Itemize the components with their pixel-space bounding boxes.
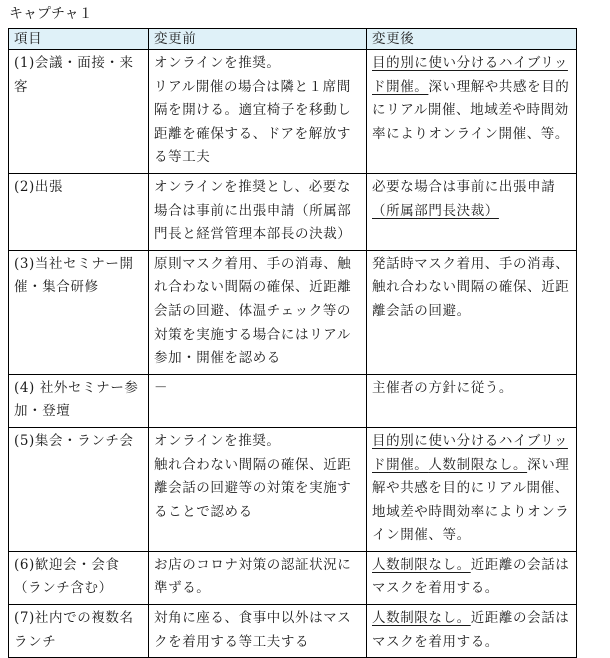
cell-item: (7)社内での複数名ランチ — [9, 605, 149, 658]
cell-before — [149, 551, 367, 604]
before-text: 触れ合わない間隔の確保、近距離会話の回避等の対策を実施することで認める — [154, 456, 352, 520]
cell-after — [367, 551, 577, 604]
after-text-underlined: （所属部門長決裁） — [372, 202, 499, 219]
table-row — [9, 551, 577, 604]
after-text-underlined: 人数制限なし。 — [372, 610, 471, 627]
after-text: 近距離の会話はマスクを着用する。 — [372, 556, 570, 597]
before-text: － — [154, 379, 169, 396]
cell-before — [149, 374, 367, 427]
cell-item: (6)歓迎会・会食（ランチ含む） — [9, 551, 149, 604]
after-text-underlined: 人数制限なし。 — [372, 556, 471, 573]
before-text: お店のコロナ対策の認証状況に準ずる。 — [154, 556, 352, 597]
header-item: 項目 — [9, 29, 149, 50]
table-row — [9, 427, 577, 551]
cell-item: (2)出張 — [9, 173, 149, 250]
cell-before — [149, 605, 367, 658]
header-before: 変更前 — [149, 29, 367, 50]
after-text: 必要な場合は事前に出張申請 — [372, 178, 556, 195]
table-row — [9, 173, 577, 250]
cell-item: (1)会議・面接・来客 — [9, 50, 149, 174]
before-text: リアル開催の場合は隣と１席間隔を開ける。適宜椅子を移動し距離を確保する、ドアを解放する等工夫 — [154, 78, 352, 166]
cell-before — [149, 250, 367, 374]
cell-after — [367, 173, 577, 250]
cell-before — [149, 427, 367, 551]
cell-after — [367, 250, 577, 374]
before-text: オンラインを推奨とし、必要な場合は事前に出張申請（所属部門長と経営管理本部長の決裁） — [154, 178, 352, 243]
table-header-row — [9, 29, 577, 50]
after-text: 主催者の方針に従う。 — [372, 379, 513, 396]
after-text-underlined: 人数制限なし。 — [428, 456, 528, 473]
table-row — [9, 250, 577, 374]
table-row — [9, 605, 577, 658]
after-text: 近距離の会話はマスクを着用する。 — [372, 610, 570, 650]
after-text: 発話時マスク着用、手の消毒、触れ合わない間隔の確保、近距離会話の回避。 — [372, 255, 570, 319]
cell-before — [149, 50, 367, 174]
table-row — [9, 374, 577, 427]
before-text: 対角に座る、食事中以外はマスクを着用する等工夫する — [154, 610, 352, 650]
before-text: オンラインを推奨。 — [154, 432, 281, 449]
after-text-underlined: 目的別に使い分けるハイブリッド開催。 — [372, 432, 568, 473]
before-text: 原則マスク着用、手の消毒、触れ合わない間隔の確保、近距離会話の回避、体温チェック等の対策を実施する場合にはリアル参加・開催を認める — [154, 255, 352, 367]
caption: キャプチャ１ — [9, 6, 93, 22]
after-text: 深い理解や共感を目的にリアル開催、地域差や時間効率によりオンライン開催、等。 — [372, 456, 570, 544]
cell-item: (5)集会・ランチ会 — [9, 427, 149, 551]
cell-item: (3)当社セミナー開催・集合研修 — [9, 250, 149, 374]
header-after: 変更後 — [367, 29, 577, 50]
cell-before — [149, 173, 367, 250]
cell-after — [367, 605, 577, 658]
after-text: 深い理解や共感を目的にリアル開催、地域差や時間効率によりオンライン開催、等。 — [372, 78, 570, 142]
cell-after — [367, 427, 577, 551]
cell-after — [367, 50, 577, 174]
policy-comparison-table — [8, 28, 577, 658]
table-row — [9, 50, 577, 174]
before-text: オンラインを推奨。 — [154, 55, 281, 71]
cell-item: (4) 社外セミナー参加・登壇 — [9, 374, 149, 427]
after-text-underlined: 目的別に使い分けるハイブリッド開催。 — [372, 55, 568, 95]
cell-after — [367, 374, 577, 427]
